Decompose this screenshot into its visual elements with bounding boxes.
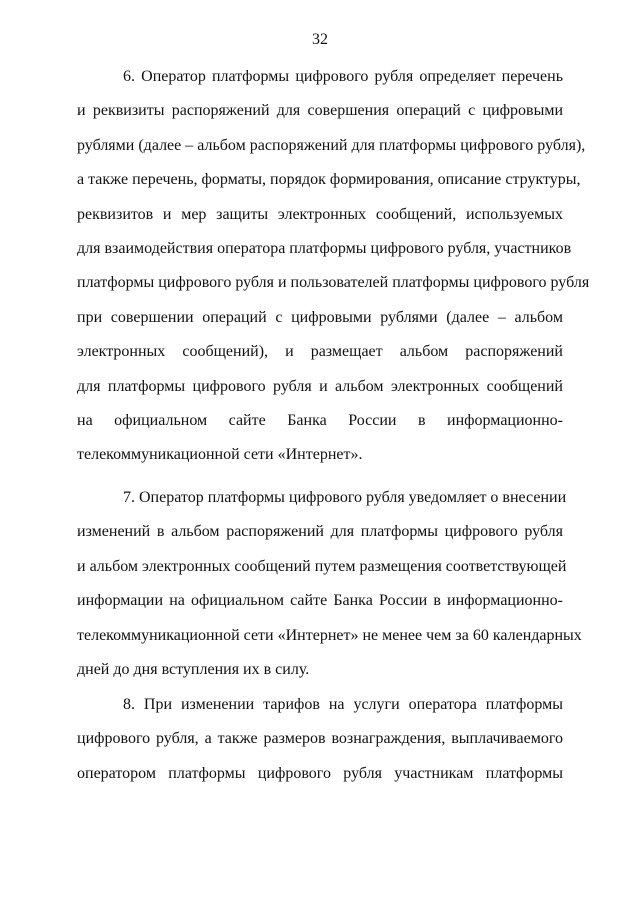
paragraph-line: и реквизиты распоряжений для совершения операций с цифровыми xyxy=(77,102,563,120)
paragraph-line: электронных сообщений), и размещает альбом распоряжений xyxy=(77,343,563,361)
paragraph-line: на официальном сайте Банка России в информационно- xyxy=(77,411,563,429)
paragraph-line: платформы цифрового рубля и пользователей платформы цифрового рубля xyxy=(77,274,590,292)
paragraph-line: телекоммуникационной сети «Интернет». xyxy=(77,446,363,464)
paragraph-line: для взаимодействия оператора платформы цифрового рубля, участников xyxy=(77,239,572,257)
paragraph-line: 6. Оператор платформы цифрового рубля определяет перечень xyxy=(123,68,563,85)
paragraph-line: телекоммуникационной сети «Интернет» не менее чем за 60 календарных xyxy=(77,626,582,644)
page-number: 32 xyxy=(312,31,328,48)
paragraph-line: цифрового рубля, а также размеров вознаграждения, выплачиваемого xyxy=(77,730,563,748)
paragraph-line: информации на официальном сайте Банка России в информационно- xyxy=(77,592,563,610)
paragraph-7 xyxy=(77,481,582,687)
paragraph-line: для платформы цифрового рубля и альбом электронных сообщений xyxy=(77,377,563,395)
paragraph-line: 7. Оператор платформы цифрового рубля уведомляет о внесении xyxy=(123,489,567,506)
paragraph-line: 8. При изменении тарифов на услуги оператора платформы xyxy=(123,696,563,713)
paragraph-line: рублями (далее – альбом распоряжений для платформы цифрового рубля), xyxy=(77,136,586,154)
paragraph-line: дней до дня вступления их в силу. xyxy=(77,660,310,678)
paragraph-line: при совершении операций с цифровыми рублями (далее – альбом xyxy=(77,308,563,326)
paragraph-line: и альбом электронных сообщений путем размещения соответствующей xyxy=(77,557,567,575)
paragraph-line: изменений в альбом распоряжений для платформы цифрового рубля xyxy=(77,523,563,541)
paragraph-8 xyxy=(77,688,563,791)
paragraph-line: оператором платформы цифрового рубля участникам платформы xyxy=(77,764,563,782)
paragraph-6 xyxy=(77,60,590,473)
paragraph-line: а также перечень, форматы, порядок формирования, описание структуры, xyxy=(77,171,581,189)
paragraph-line: реквизитов и мер защиты электронных сообщений, используемых xyxy=(77,205,563,223)
